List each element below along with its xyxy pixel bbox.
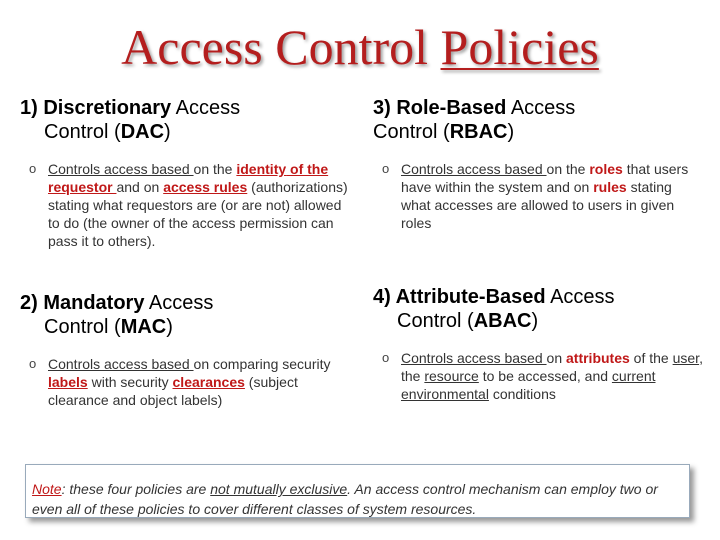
section-rbac bbox=[373, 96, 703, 232]
rbac-heading-line2 bbox=[373, 120, 703, 144]
title-part-1: Access Control bbox=[121, 19, 441, 75]
abac-b-t8: to be accessed, and bbox=[478, 368, 612, 384]
mac-l2a: Control ( bbox=[44, 316, 121, 338]
note-box bbox=[25, 464, 690, 518]
abac-l2c: ) bbox=[531, 310, 539, 332]
mac-heading-line2 bbox=[20, 315, 355, 339]
mac-b-t6: (subject clearance and object labels) bbox=[48, 374, 298, 408]
abac-b-t4: of the bbox=[629, 350, 673, 366]
mac-heading-bold: Mandatory bbox=[43, 292, 145, 314]
rbac-b-roles: roles bbox=[589, 161, 623, 177]
abac-l2a: Control ( bbox=[397, 310, 474, 332]
dac-bullet bbox=[20, 160, 355, 250]
rbac-bullet bbox=[342, 160, 703, 232]
rbac-number: 3) bbox=[373, 97, 397, 119]
rbac-b-t4: that users have within the system and on bbox=[401, 161, 689, 195]
abac-b-resource: resource bbox=[424, 368, 479, 384]
dac-heading-bold: Discretionary bbox=[43, 97, 172, 119]
rbac-b-rules: rules bbox=[593, 179, 627, 195]
rbac-heading-bold: Role-Based bbox=[396, 97, 507, 119]
dac-b-t2: on the bbox=[193, 161, 237, 177]
dac-l2c: ) bbox=[164, 121, 171, 143]
bullet-mark: o bbox=[29, 356, 37, 371]
rbac-b-t1: Controls access based bbox=[401, 161, 547, 177]
title-part-2: Policies bbox=[440, 19, 599, 75]
abac-b-environmental: environmental bbox=[401, 386, 489, 402]
abac-acronym: ABAC bbox=[473, 310, 532, 332]
mac-acronym: MAC bbox=[120, 316, 167, 338]
rbac-heading-rest: Access bbox=[506, 97, 576, 119]
dac-b-access-rules: access rules bbox=[163, 179, 248, 195]
abac-heading bbox=[373, 285, 703, 333]
dac-l2a: Control ( bbox=[44, 121, 121, 143]
note-not-mutually-exclusive: not mutually exclusive bbox=[210, 481, 348, 497]
rbac-acronym: RBAC bbox=[449, 121, 508, 143]
dac-heading bbox=[20, 96, 355, 144]
abac-b-t6: , the bbox=[401, 350, 703, 384]
abac-bullet bbox=[342, 349, 703, 403]
note-t3: . An access control mechanism can employ two or even all of these policies to cover different classes of system resources. bbox=[32, 481, 658, 517]
abac-b-t1: Controls access based bbox=[401, 350, 547, 366]
rbac-l2c: ) bbox=[507, 121, 515, 143]
mac-bullet bbox=[20, 355, 355, 409]
abac-heading-line2 bbox=[373, 309, 703, 333]
mac-l2c: ) bbox=[166, 316, 173, 338]
dac-heading-line2 bbox=[20, 120, 355, 144]
dac-b-t7: (authorizations) stating what requestors are (or are not) allowed to do (the owner of the access permission can pass it to others). bbox=[48, 179, 348, 249]
rbac-heading bbox=[373, 96, 703, 144]
rbac-b-t2: on the bbox=[546, 161, 590, 177]
rbac-l2a: Control ( bbox=[373, 121, 450, 143]
mac-b-clearances: clearances bbox=[172, 374, 245, 390]
mac-number: 2) bbox=[20, 292, 44, 314]
dac-b-requestor: of the requestor bbox=[48, 161, 329, 195]
abac-heading-rest: Access bbox=[545, 286, 615, 308]
mac-b-labels: labels bbox=[48, 374, 88, 390]
rbac-b-t6: stating what accesses are allowed to users in given roles bbox=[401, 179, 675, 231]
mac-heading-rest: Access bbox=[144, 292, 214, 314]
abac-b-current: current bbox=[611, 368, 656, 384]
abac-heading-bold: Attribute-Based bbox=[395, 286, 546, 308]
section-abac bbox=[373, 285, 703, 403]
abac-b-t2: on bbox=[546, 350, 566, 366]
dac-acronym: DAC bbox=[120, 121, 165, 143]
mac-heading bbox=[20, 291, 355, 339]
abac-b-t12: conditions bbox=[488, 386, 556, 402]
dac-heading-rest: Access bbox=[171, 97, 241, 119]
abac-number: 4) bbox=[373, 286, 396, 308]
dac-b-t1: Controls access based bbox=[48, 161, 194, 177]
page-title bbox=[0, 19, 720, 75]
dac-number: 1) bbox=[20, 97, 44, 119]
bullet-mark: o bbox=[382, 161, 390, 176]
abac-b-user: user bbox=[672, 350, 700, 366]
note-label: Note bbox=[32, 481, 62, 497]
bullet-mark: o bbox=[29, 161, 37, 176]
dac-b-t5: and on bbox=[116, 179, 164, 195]
mac-b-t4: with security bbox=[87, 374, 173, 390]
section-dac bbox=[20, 96, 355, 250]
dac-b-identity: identity bbox=[236, 161, 287, 177]
mac-b-t2: on comparing security bbox=[193, 356, 331, 372]
section-mac bbox=[20, 291, 355, 409]
mac-b-t1: Controls access based bbox=[48, 356, 194, 372]
note-t1: : these four policies are bbox=[61, 481, 211, 497]
bullet-mark: o bbox=[382, 350, 390, 365]
abac-b-attributes: attributes bbox=[566, 350, 630, 366]
